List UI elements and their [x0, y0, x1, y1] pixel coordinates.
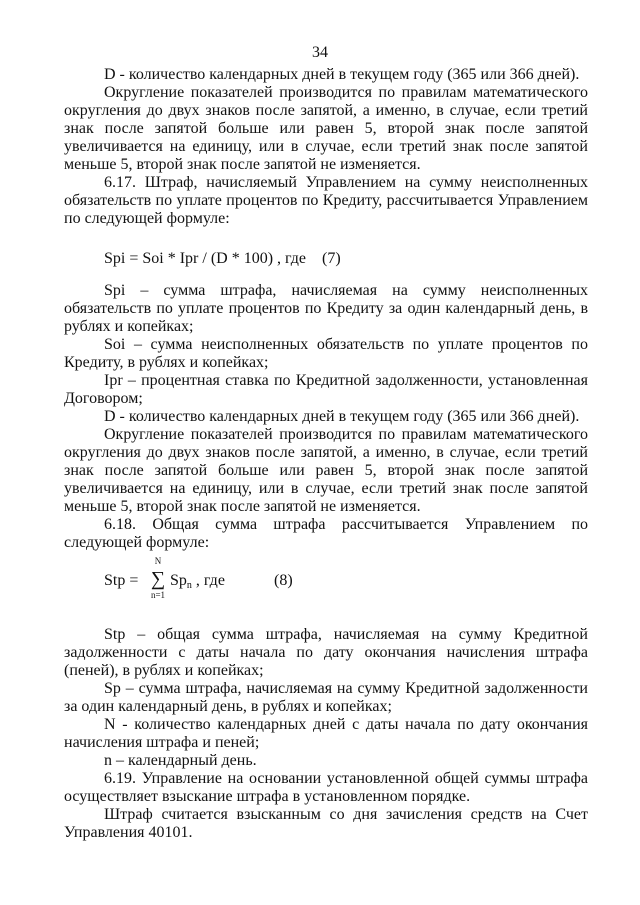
paragraph-spi-definition: Spi – сумма штрафа, начисляемая на сумму неисполненных обязательств по уплате процентов по Кредиту за один календарный день, в рублях и копейках; — [64, 282, 588, 335]
paragraph-rounding-rule-2: Округление показателей производится по правилам математического округления до двух знаков после запятой, а именно, в случае, если третий знак после запятой больше или равен 5, второй знак после запятой увеличивается на единицу, или в случае, если третий знак после запятой меньше 5, второй знак после запятой не изменяется. — [64, 426, 588, 515]
formula-8-term-base: Sp — [170, 572, 187, 589]
paragraph-clause-6-17: 6.17. Штраф, начисляемый Управлением на сумму неисполненных обязательств по уплате процентов по Кредиту, рассчитывается Управлением по следующей формуле: — [64, 174, 588, 227]
summation-symbol — [150, 556, 166, 606]
formula-7 — [104, 248, 588, 270]
formula-8-lhs: Stp = — [104, 572, 139, 589]
paragraph-d-definition-1: D - количество календарных дней в текущем году (365 или 366 дней). — [104, 66, 580, 83]
document-body — [64, 66, 588, 842]
paragraph-ipr-definition: Ipr – процентная ставка по Кредитной задолженности, установленная Договором; — [64, 372, 588, 407]
formula-7-expression: Spi = Soi * Ipr / (D * 100) , где — [104, 250, 307, 267]
paragraph-clause-6-18: 6.18. Общая сумма штрафа рассчитывается Управлением по следующей формуле: — [64, 516, 588, 551]
page-number: 34 — [312, 44, 328, 61]
paragraph-clause-6-19: 6.19. Управление на основании установленной общей суммы штрафа осуществляет взыскание штрафа в установленном порядке. — [64, 770, 588, 805]
paragraph-n-lower-definition: n – календарный день. — [104, 752, 257, 769]
formula-7-number: (7) — [322, 250, 341, 267]
paragraph-soi-definition: Soi – сумма неисполненных обязательств по уплате процентов по Кредиту, в рублях и копейках; — [64, 336, 588, 371]
paragraph-rounding-rule-1: Округление показателей производится по правилам математического округления до двух знаков после запятой, а именно, в случае, если третий знак после запятой больше или равен 5, второй знак после запятой увеличивается на единицу, или в случае, если третий знак после запятой меньше 5, второй знак после запятой не изменяется. — [64, 84, 588, 173]
paragraph-stp-definition: Stp – общая сумма штрафа, начисляемая на сумму Кредитной задолженности с даты начала по дату окончания начисления штрафа (пеней), в рублях и копейках; — [64, 626, 588, 679]
formula-8 — [104, 556, 588, 606]
formula-8-suffix: , где — [191, 572, 225, 589]
paragraph-sp-definition: Sp – сумма штрафа, начисляемая на сумму Кредитной задолженности за один календарный день, в рублях и копейках; — [64, 680, 588, 715]
paragraph-penalty-collected: Штраф считается взысканным со дня зачисления средств на Счет Управления 40101. — [64, 806, 588, 841]
summation-lower-limit: n=1 — [150, 590, 166, 600]
paragraph-d-definition-2: D - количество календарных дней в текущем году (365 или 366 дней). — [104, 408, 580, 425]
formula-8-term-subscript: n — [186, 580, 192, 591]
paragraph-n-definition: N - количество календарных дней с даты начала по дату окончания начисления штрафа и пеней; — [64, 716, 588, 751]
sigma-icon: ∑ — [150, 568, 166, 590]
summation-upper-limit: N — [154, 556, 162, 566]
formula-8-number: (8) — [274, 572, 293, 589]
formula-8-term — [170, 572, 225, 595]
